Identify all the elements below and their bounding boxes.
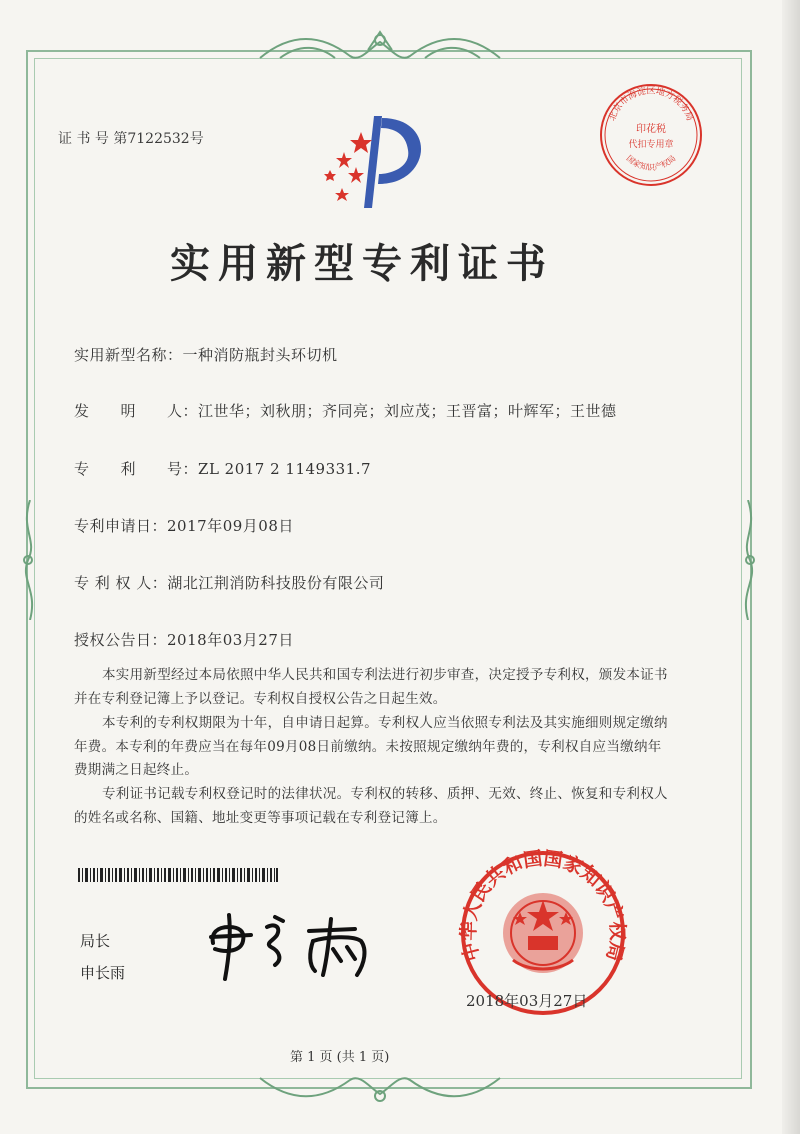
page-edge-shadow	[782, 0, 800, 1134]
paragraph-grant: 本实用新型经过本局依照中华人民共和国专利法进行初步审查，决定授予专利权，颁发本证书并在专利登记簿上予以登记。专利权自授权公告之日起生效。	[74, 667, 668, 707]
tax-stamp-line2: 代扣专用章	[628, 140, 674, 150]
signer-title: 局长	[80, 932, 111, 950]
field-grant-date-value: 2018年03月27日	[167, 631, 294, 649]
barcode	[78, 868, 278, 882]
signer-name: 申长雨	[80, 964, 126, 982]
right-ornament	[738, 500, 760, 620]
left-ornament	[18, 500, 40, 620]
patent-office-logo	[316, 112, 436, 212]
field-grant-date	[74, 629, 294, 650]
seal-date: 2018年03月27日	[466, 992, 588, 1010]
tax-stamp-ring-text: 北京市海淀区地方税务局	[607, 86, 695, 123]
paragraph-legal-status: 专利证书记载专利权登记时的法律状况。专利权的转移、质押、无效、终止、恢复和专利权人的姓名或名称、国籍、地址变更等事项记载在专利登记簿上。	[74, 786, 668, 826]
tax-stamp-bottom-text: 国家知识产权局	[624, 153, 678, 172]
field-grant-date-label: 授权公告日：	[74, 631, 168, 649]
field-inventors-label: 发 明 人：	[74, 402, 199, 420]
field-name	[74, 344, 338, 365]
field-application-date-value: 2017年09月08日	[167, 517, 294, 535]
top-ornament	[250, 28, 510, 68]
field-patent-number-value: ZL 2017 2 1149331.7	[198, 460, 372, 478]
field-patent-number	[74, 458, 371, 479]
field-patentee	[74, 572, 384, 593]
field-patentee-label: 专 利 权 人：	[74, 574, 168, 592]
certificate-number: 证 书 号 第7122532号	[58, 131, 204, 147]
tax-stamp-line1: 印花税	[636, 124, 666, 135]
bottom-ornament	[250, 1070, 510, 1106]
field-name-label: 实用新型名称：	[74, 346, 183, 364]
page-footer: 第 1 页 (共 1 页)	[290, 1050, 390, 1065]
field-patentee-value: 湖北江荆消防科技股份有限公司	[167, 574, 385, 592]
seal-ring-text: 中华人民共和国国家知识产权局	[458, 848, 628, 964]
field-inventors-value: 江世华；刘秋朋；齐同亮；刘应茂；王晋富；叶辉军；王世德	[198, 402, 617, 420]
field-patent-number-label: 专 利 号：	[74, 460, 199, 478]
certificate-title: 实用新型专利证书	[170, 241, 554, 287]
handwritten-signature	[205, 905, 385, 985]
stamp-duty-seal	[596, 80, 706, 190]
field-application-date	[74, 515, 294, 536]
field-name-value: 一种消防瓶封头环切机	[182, 346, 338, 364]
field-application-date-label: 专利申请日：	[74, 517, 168, 535]
paragraph-term: 本专利的专利权期限为十年，自申请日起算。专利权人应当依照专利法及其实施细则规定缴纳年费。本专利的年费应当在每年09月08日前缴纳。未按照规定缴纳年费的，专利权自应当缴纳年费期满之日起终止。	[74, 715, 668, 778]
field-inventors	[74, 400, 617, 421]
